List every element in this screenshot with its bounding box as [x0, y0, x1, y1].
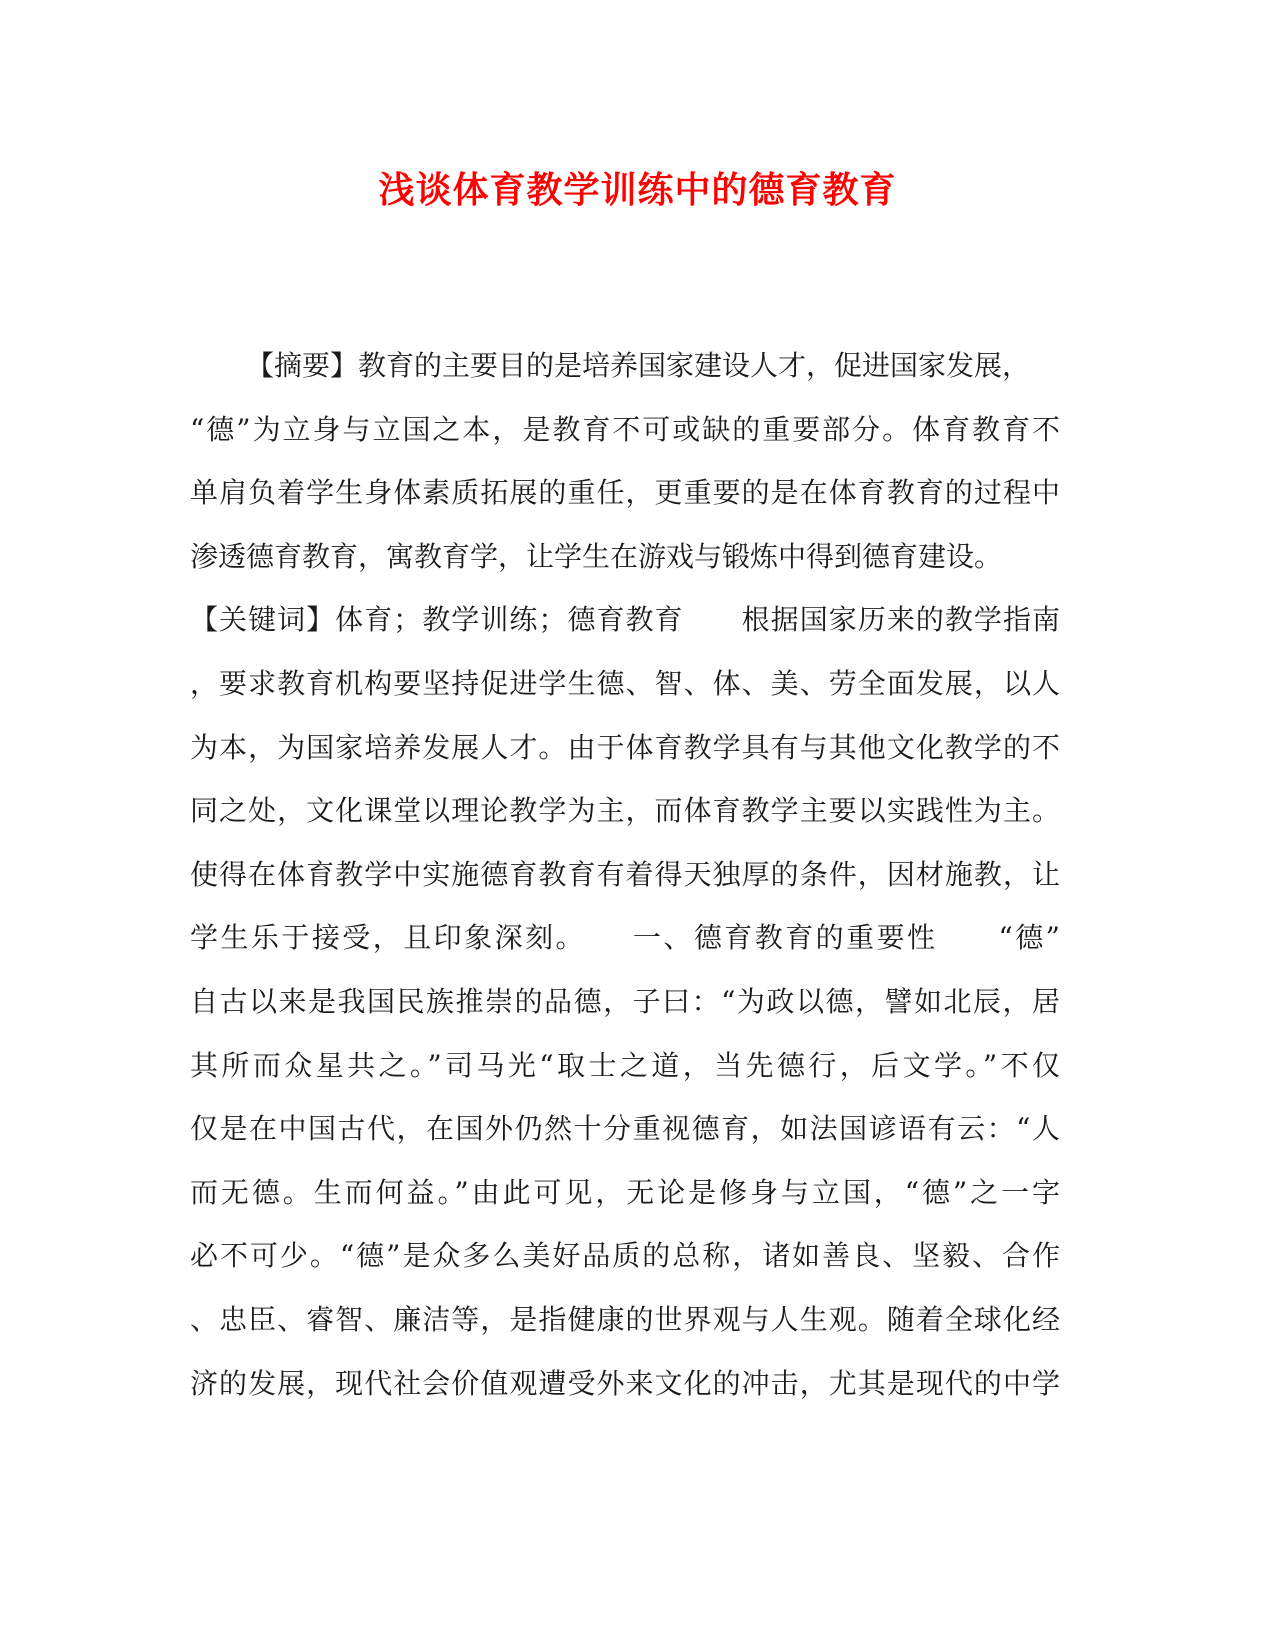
body-line: “德”为立身与立国之本，是教育不可或缺的重要部分。体育教育不 [190, 412, 1060, 446]
body-line: 、忠臣、睿智、廉洁等，是指健康的世界观与人生观。随着全球化经 [190, 1302, 1060, 1336]
document-body [190, 347, 1060, 1428]
body-line: 学生乐于接受，且印象深刻。 一、德育教育的重要性 “德” [190, 921, 1060, 955]
body-line: 而无德。生而何益。”由此可见，无论是修身与立国，“德”之一字 [190, 1175, 1060, 1209]
body-line: 渗透德育教育，寓教育学，让学生在游戏与锻炼中得到德育建设。 [190, 539, 1003, 573]
body-line: 自古以来是我国民族推崇的品德，子曰：“为政以德，譬如北辰，居 [190, 984, 1060, 1018]
body-line: 济的发展，现代社会价值观遭受外来文化的冲击，尤其是现代的中学 [190, 1366, 1060, 1400]
document-title: 浅谈体育教学训练中的德育教育 [378, 169, 897, 211]
body-line: 为本，为国家培养发展人才。由于体育教学具有与其他文化教学的不 [190, 730, 1060, 764]
body-line: 其所而众星共之。”司马光“取士之道，当先德行，后文学。”不仅 [190, 1048, 1060, 1082]
body-line: 【关键词】体育；教学训练；德育教育 根据国家历来的教学指南 [190, 603, 1060, 637]
body-line: 单肩负着学生身体素质拓展的重任，更重要的是在体育教育的过程中 [190, 476, 1060, 510]
body-line: ，要求教育机构要坚持促进学生德、智、体、美、劳全面发展，以人 [190, 666, 1060, 700]
body-line: 仅是在中国古代，在国外仍然十分重视德育，如法国谚语有云：“人 [190, 1112, 1060, 1146]
body-line: 必不可少。“德”是众多么美好品质的总称，诸如善良、坚毅、合作 [190, 1239, 1060, 1273]
body-line: 【摘要】教育的主要目的是培养国家建设人才，促进国家发展， [246, 349, 1031, 382]
body-line: 使得在体育教学中实施德育教育有着得天独厚的条件，因材施教，让 [190, 857, 1060, 891]
body-line: 同之处，文化课堂以理论教学为主，而体育教学主要以实践性为主。 [190, 794, 1060, 828]
